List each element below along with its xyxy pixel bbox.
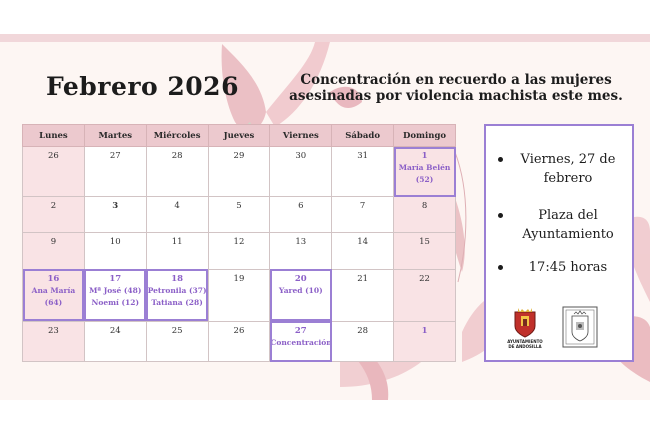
event-info-box [484,124,634,362]
page-title: Febrero 2026 [46,72,239,101]
weekday-header: Martes [84,125,146,147]
weekday-header: Viernes [270,125,332,147]
top-band [0,34,650,42]
calendar-day: 13 [270,233,332,269]
event-label: Concentración [270,337,332,347]
weekday-header: Lunes [23,125,85,147]
calendar-day-highlighted: 18 Petronila (37) Tatiana (28) [146,269,208,321]
weekday-header: Miércoles [146,125,208,147]
calendar-day: 22 [394,269,456,321]
calendar-day: 3 [84,197,146,233]
calendar-day: 9 [23,233,85,269]
calendar-day: 30 [270,147,332,197]
calendar-day: 26 [23,147,85,197]
calendar-day: 28 [332,321,394,361]
weekday-header: Jueves [208,125,270,147]
calendar-table [22,124,456,362]
victim-names: Yared (10) [278,285,323,295]
calendar-day: 5 [208,197,270,233]
calendar-day: 15 [394,233,456,269]
event-location: Plaza del Ayuntamiento [498,206,630,244]
calendar-day: 12 [208,233,270,269]
coat-of-arms-icon [512,306,538,338]
calendar-day: 26 [208,321,270,361]
victim-names: Mª José (48) Noemí (12) [89,285,142,307]
calendar-week-row [23,321,456,361]
calendar-day: 2 [23,197,85,233]
calendar-day: 6 [270,197,332,233]
calendar-day-highlighted: 20 Yared (10) [270,269,332,321]
calendar-day: 28 [146,147,208,197]
calendar-day: 21 [332,269,394,321]
calendar-week-row [23,147,456,197]
calendar-week-row [23,233,456,269]
calendar-day: 1 [394,321,456,361]
calendar-day-highlighted: 16 Ana María (64) [23,269,85,321]
municipal-seal-icon [562,306,598,348]
calendar-day: 23 [23,321,85,361]
event-date: Viernes, 27 de febrero [498,150,630,188]
victim-names: Ana María (64) [31,285,76,307]
calendar-day: 8 [394,197,456,233]
calendar-day: 27 [84,147,146,197]
logo-caption: AYUNTAMIENTO DE ANDOSILLA [507,339,543,349]
calendar-day: 14 [332,233,394,269]
calendar-day-highlighted: 1 María Belén (52) [394,147,456,197]
event-time: 17:45 horas [498,258,630,277]
bottom-margin [0,400,650,433]
calendar-day-highlighted: 27 Concentración [270,321,332,361]
calendar-week-row [23,197,456,233]
victim-names: Petronila (37) Tatiana (28) [147,285,207,307]
calendar-day: 25 [146,321,208,361]
calendar-day: 11 [146,233,208,269]
calendar-day: 24 [84,321,146,361]
calendar-day-highlighted: 17 Mª José (48) Noemí (12) [84,269,146,321]
page-subtitle: Concentración en recuerdo a las mujeres asesinadas por violencia machista este mes. [289,72,623,104]
calendar-day: 31 [332,147,394,197]
calendar-day: 4 [146,197,208,233]
calendar-day: 7 [332,197,394,233]
weekday-header: Sábado [332,125,394,147]
victim-names: María Belén (52) [398,163,451,184]
calendar-header-row [23,125,456,147]
bullet-icon [498,213,503,218]
bullet-icon [498,265,503,270]
calendar-day: 19 [208,269,270,321]
calendar-week-row [23,269,456,321]
calendar-day: 29 [208,147,270,197]
bullet-icon [498,157,503,162]
calendar-day: 10 [84,233,146,269]
weekday-header: Domingo [394,125,456,147]
